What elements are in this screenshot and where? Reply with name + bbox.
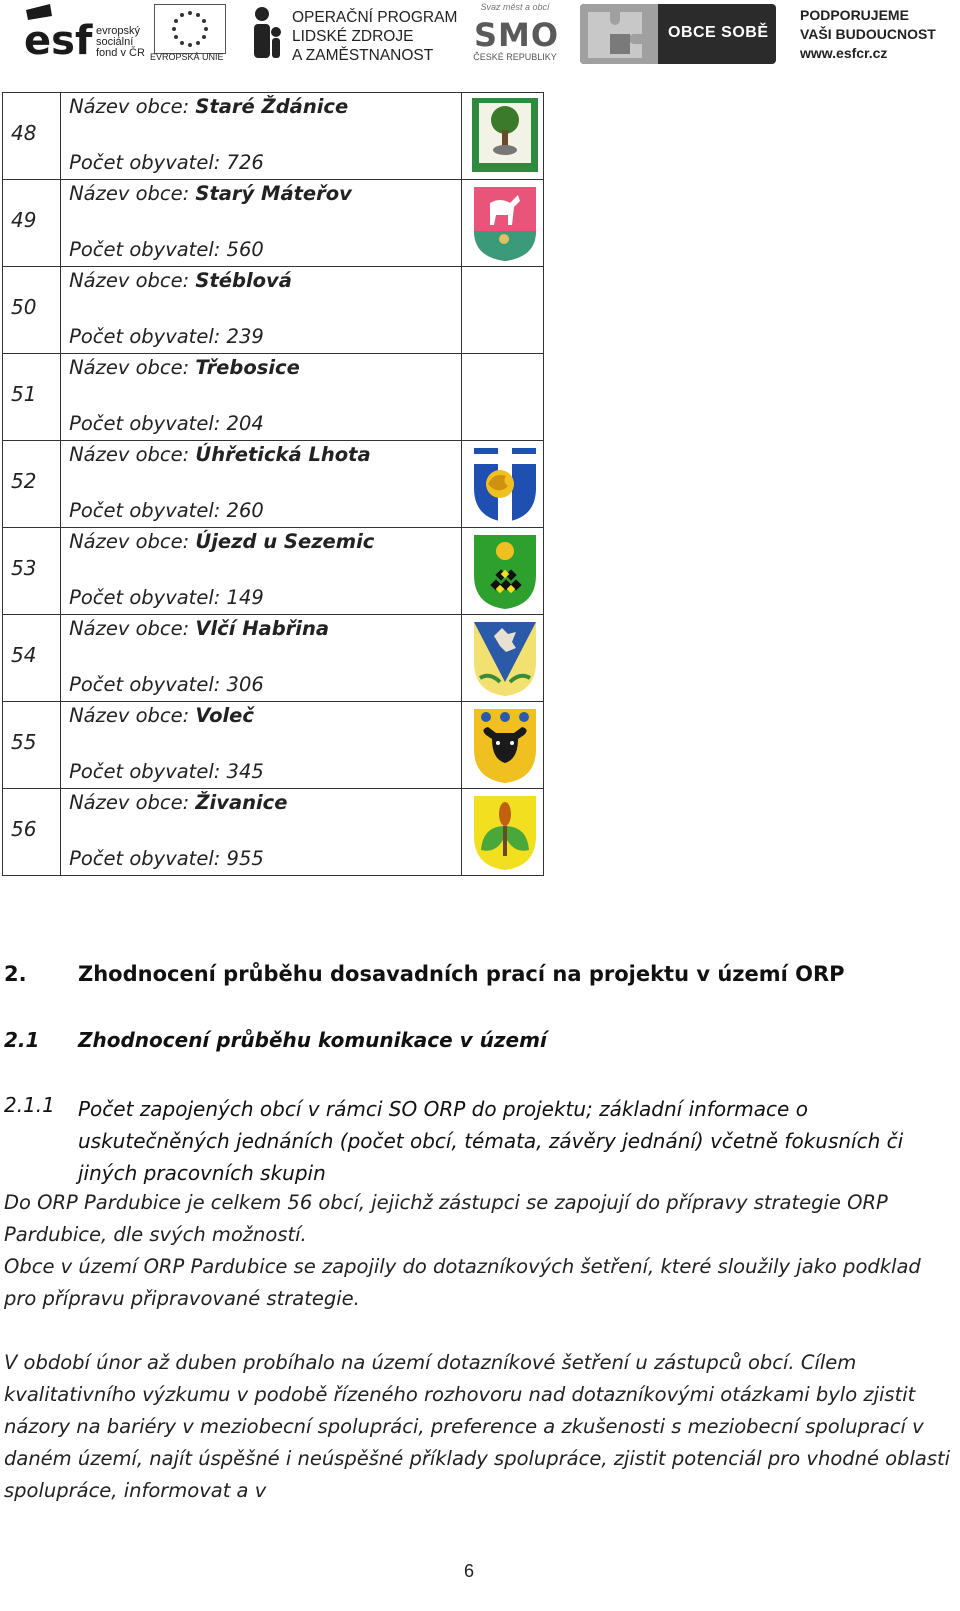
row-info-cell xyxy=(61,93,462,180)
municipality-name: Starý Máteřov xyxy=(195,182,352,205)
crest-cell xyxy=(461,93,543,180)
population-value: 149 xyxy=(226,586,264,609)
esf-caption-line: fond v ČR xyxy=(96,47,145,59)
name-label: Název obce: xyxy=(69,791,190,814)
row-info-cell xyxy=(61,441,462,528)
page-number: 6 xyxy=(464,1561,475,1581)
population-label: Počet obyvatel: xyxy=(69,847,221,870)
population-value: 955 xyxy=(226,847,264,870)
smo-main-text: SMO xyxy=(474,16,560,54)
municipality-table xyxy=(2,92,544,876)
obce-sobe-logo xyxy=(580,4,776,64)
row-number: 48 xyxy=(11,121,37,145)
row-number: 56 xyxy=(11,817,37,841)
row-number-cell xyxy=(3,93,61,180)
population-value: 204 xyxy=(226,412,264,435)
table-row xyxy=(3,789,544,876)
name-line xyxy=(69,617,329,640)
population-value: 560 xyxy=(226,238,264,261)
table-row xyxy=(3,267,544,354)
heading-text: Zhodnocení průběhu komunikace v území xyxy=(78,1028,547,1052)
heading-text: Zhodnocení průběhu dosavadních prací na projektu v území ORP xyxy=(78,962,845,986)
name-line xyxy=(69,530,374,553)
crest-cell xyxy=(461,180,543,267)
row-info-cell xyxy=(61,789,462,876)
name-label: Název obce: xyxy=(69,443,190,466)
eu-flag xyxy=(154,4,226,54)
smo-bottom-text: ČESKÉ REPUBLIKY xyxy=(473,52,557,62)
crest-cell xyxy=(461,441,543,528)
population-line xyxy=(69,673,264,696)
population-label: Počet obyvatel: xyxy=(69,325,221,348)
table-row xyxy=(3,93,544,180)
row-number-cell xyxy=(3,789,61,876)
row-number: 49 xyxy=(11,208,37,232)
smo-logo xyxy=(470,2,560,64)
podporujeme-logo xyxy=(800,6,950,66)
row-info-cell xyxy=(61,180,462,267)
logo-header xyxy=(0,0,960,72)
municipality-name: Živanice xyxy=(195,791,288,814)
heading-number: 2.1 xyxy=(4,1028,40,1052)
population-line xyxy=(69,586,264,609)
row-info-cell xyxy=(61,354,462,441)
row-info-cell xyxy=(61,267,462,354)
svg-text:esf: esf xyxy=(24,18,93,62)
podporujeme-line-3: www.esfcr.cz xyxy=(800,45,888,61)
crest-cell xyxy=(461,789,543,876)
crest-stary-materov-icon xyxy=(470,183,540,263)
municipality-name: Újezd u Sezemic xyxy=(195,530,375,553)
table-row xyxy=(3,180,544,267)
name-line xyxy=(69,95,348,118)
crest-stare-zdanice-icon xyxy=(470,96,540,176)
table-row xyxy=(3,354,544,441)
puzzle-icon xyxy=(580,4,658,64)
name-label: Název obce: xyxy=(69,182,190,205)
row-info-cell xyxy=(61,528,462,615)
esf-caption-line: sociální xyxy=(96,36,134,48)
row-info-cell xyxy=(61,702,462,789)
table-row xyxy=(3,615,544,702)
population-label: Počet obyvatel: xyxy=(69,760,221,783)
op-line-2: LIDSKÉ ZDROJE xyxy=(292,28,414,45)
name-label: Název obce: xyxy=(69,704,190,727)
crest-ujezd-u-sezemic-icon xyxy=(470,531,540,611)
row-number: 52 xyxy=(11,469,37,493)
crest-volec-icon xyxy=(470,705,540,785)
population-line xyxy=(69,412,264,435)
population-label: Počet obyvatel: xyxy=(69,499,221,522)
name-label: Název obce: xyxy=(69,617,190,640)
row-number: 54 xyxy=(11,643,37,667)
row-number: 51 xyxy=(11,382,37,406)
crest-cell-empty xyxy=(461,354,543,441)
crest-cell-empty xyxy=(461,267,543,354)
esf-caption xyxy=(96,26,145,59)
row-number-cell xyxy=(3,702,61,789)
municipality-name: Staré Ždánice xyxy=(195,95,349,118)
population-line xyxy=(69,847,264,870)
population-line xyxy=(69,151,264,174)
row-number-cell xyxy=(3,528,61,615)
population-label: Počet obyvatel: xyxy=(69,586,221,609)
name-label: Název obce: xyxy=(69,95,190,118)
eu-caption: EVROPSKÁ UNIE xyxy=(150,52,224,62)
population-line xyxy=(69,238,264,261)
name-label: Název obce: xyxy=(69,269,190,292)
op-line-1: OPERAČNÍ PROGRAM xyxy=(292,9,458,26)
population-line xyxy=(69,499,264,522)
table-row xyxy=(3,702,544,789)
table-row xyxy=(3,528,544,615)
municipality-name: Třebosice xyxy=(195,356,300,379)
population-value: 345 xyxy=(226,760,264,783)
population-value: 726 xyxy=(226,151,264,174)
name-label: Název obce: xyxy=(69,530,190,553)
population-line xyxy=(69,325,264,348)
heading-number: 2. xyxy=(4,962,27,986)
name-label: Název obce: xyxy=(69,356,190,379)
row-number-cell xyxy=(3,354,61,441)
esf-logo xyxy=(22,2,94,62)
paragraph-1: Do ORP Pardubice je celkem 56 obcí, jejichž zástupci se zapojují do přípravy strategie ORP Pardubice, dle svých možností. xyxy=(4,1191,888,1246)
row-number-cell xyxy=(3,441,61,528)
name-line xyxy=(69,704,254,727)
op-figure-icon xyxy=(250,4,284,62)
podporujeme-line-1: PODPORUJEME xyxy=(800,7,909,23)
name-line xyxy=(69,182,352,205)
crest-cell xyxy=(461,615,543,702)
name-line xyxy=(69,269,292,292)
population-value: 239 xyxy=(226,325,264,348)
op-lzz-logo xyxy=(250,2,460,64)
name-line xyxy=(69,356,300,379)
row-number: 50 xyxy=(11,295,37,319)
crest-zivanice-icon xyxy=(470,792,540,872)
crest-vlci-habrina-icon xyxy=(470,618,540,698)
row-info-cell xyxy=(61,615,462,702)
op-lzz-text xyxy=(292,8,457,65)
municipality-name: Vlčí Habřina xyxy=(195,617,329,640)
heading-text: Počet zapojených obcí v rámci SO ORP do projektu; základní informace o uskutečněných jednáních (počet obcí, témata, závěry jednání) včetně fokusních či jiných pracovních skupin xyxy=(78,1097,904,1185)
paragraph-2: Obce v území ORP Pardubice se zapojily do dotazníkových šetření, které sloužily jako podklad pro přípravu připravované strategie. xyxy=(4,1255,921,1310)
population-value: 306 xyxy=(226,673,264,696)
population-label: Počet obyvatel: xyxy=(69,151,221,174)
population-label: Počet obyvatel: xyxy=(69,412,221,435)
municipality-name: Stéblová xyxy=(195,269,292,292)
name-line xyxy=(69,791,287,814)
op-line-3: A ZAMĚSTNANOST xyxy=(292,47,434,64)
population-line xyxy=(69,760,264,783)
population-label: Počet obyvatel: xyxy=(69,673,221,696)
obce-sobe-text: OBCE SOBĚ xyxy=(668,24,769,41)
crest-cell xyxy=(461,702,543,789)
paragraph-3: V období únor až duben probíhalo na území dotazníkové šetření u zástupců obcí. Cílem kvalitativního výzkumu v podobě řízeného rozhovoru nad dotazníkovými otázkami bylo zjistit názory na bariéry v meziobecní spolupráci, preference a zkušenosti s meziobecní spoluprací v daném území, najít úspěšné i neúspěšné příklady spolupráce, zjistit potenciál pro vhodné oblasti spolupráce, informovat a v xyxy=(4,1351,951,1502)
table-row xyxy=(3,441,544,528)
crest-cell xyxy=(461,528,543,615)
population-value: 260 xyxy=(226,499,264,522)
name-line xyxy=(69,443,371,466)
smo-top-text: Svaz měst a obcí xyxy=(480,2,550,12)
row-number: 55 xyxy=(11,730,37,754)
row-number-cell xyxy=(3,180,61,267)
municipality-name: Úhřetická Lhota xyxy=(195,443,371,466)
crest-uhreticka-lhota-icon xyxy=(470,444,540,524)
heading-number: 2.1.1 xyxy=(4,1093,55,1117)
row-number: 53 xyxy=(11,556,37,580)
eu-stars-icon xyxy=(155,5,225,53)
population-label: Počet obyvatel: xyxy=(69,238,221,261)
esf-caption-line: evropský xyxy=(96,25,141,37)
municipality-name: Voleč xyxy=(195,704,254,727)
podporujeme-line-2: VAŠI BUDOUCNOST xyxy=(800,26,936,42)
row-number-cell xyxy=(3,267,61,354)
row-number-cell xyxy=(3,615,61,702)
